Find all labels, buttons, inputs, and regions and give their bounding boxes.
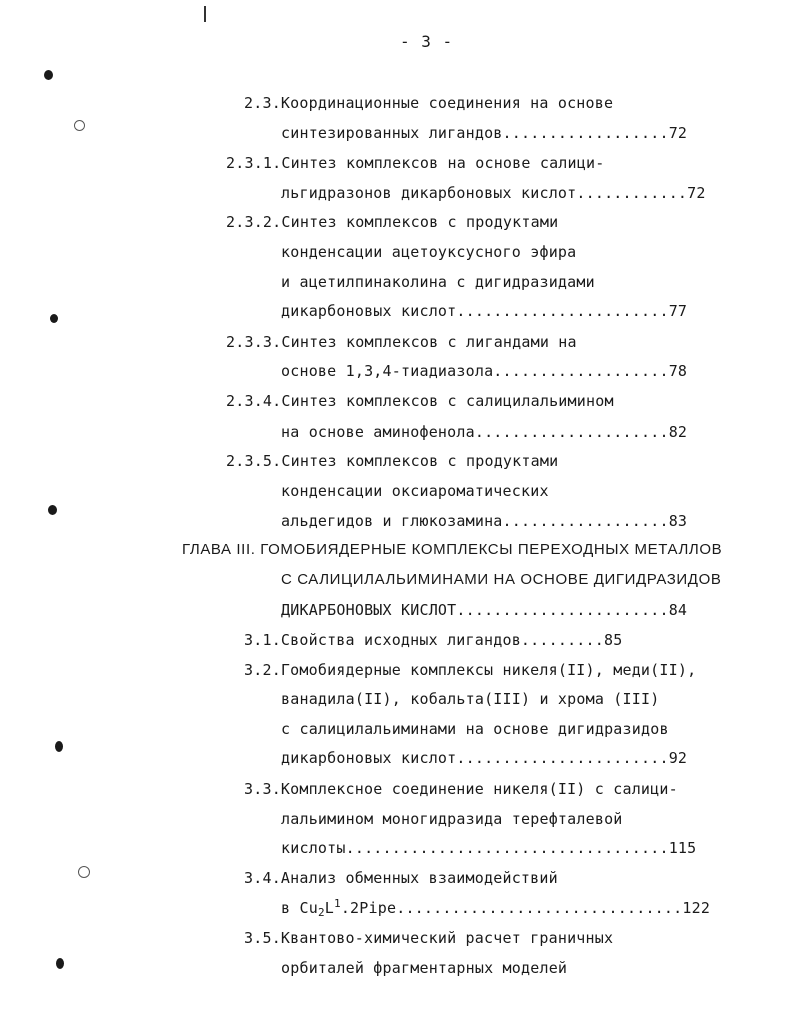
toc-3-2-line3: с салицилальиминами на основе дигидразидов — [281, 720, 669, 738]
binder-hole-mark — [56, 958, 64, 969]
toc-2-3-line1: 2.3.Координационные соединения на основе — [244, 94, 614, 112]
toc-2-3-5-line3: альдегидов и глюкозамина..................83 — [281, 512, 688, 530]
toc-3-4-line1: 3.4.Анализ обменных взаимодействий — [244, 869, 558, 887]
toc-2-3-3-line2: основе 1,3,4-тиадиазола...................78 — [281, 362, 688, 380]
toc-2-3-line2: синтезированных лигандов..................72 — [281, 124, 688, 142]
formula-suffix: .2Pipe...............................122 — [340, 899, 711, 917]
toc-3-3-line3: кислоты...................................115 — [281, 839, 697, 857]
toc-3-1-line1: 3.1.Свойства исходных лигандов.........85 — [244, 631, 623, 649]
toc-2-3-4-line1: 2.3.4.Синтез комплексов с салицилальимином — [226, 392, 614, 410]
toc-2-3-5-line2: конденсации оксиароматических — [281, 482, 549, 500]
toc-3-5-line2: орбиталей фрагментарных моделей — [281, 959, 568, 977]
binder-hole-ring — [74, 120, 85, 131]
scan-mark — [204, 6, 206, 22]
toc-2-3-2-line4: дикарбоновых кислот.......................77 — [281, 302, 688, 320]
toc-3-2-line1: 3.2.Гомобиядерные комплексы никеля(II), меди(II), — [244, 661, 697, 679]
toc-2-3-2-line3: и ацетилпинаколина с дигидразидами — [281, 273, 595, 291]
toc-chapter3-line3: ДИКАРБОНОВЫХ КИСЛОТ.......................84 — [281, 601, 688, 619]
formula-subscript: 2 — [317, 906, 325, 919]
page-number: - 3 - — [400, 32, 454, 51]
formula-ligand: L — [324, 899, 334, 917]
toc-3-2-line2: ванадила(II), кобальта(III) и хрома (III) — [281, 690, 660, 708]
toc-3-3-line1: 3.3.Комплексное соединение никеля(II) с салици- — [244, 780, 678, 798]
toc-2-3-2-line2: конденсации ацетоуксусного эфира — [281, 243, 577, 261]
toc-2-3-4-line2: на основе аминофенола.....................82 — [281, 423, 688, 441]
toc-chapter3-line1: ГЛАВА III. ГОМОБИЯДЕРНЫЕ КОМПЛЕКСЫ ПЕРЕХОДНЫХ МЕТАЛЛОВ — [182, 541, 723, 558]
toc-2-3-3-line1: 2.3.3.Синтез комплексов с лигандами на — [226, 333, 577, 351]
formula-superscript: 1 — [334, 897, 341, 910]
toc-2-3-1-line1: 2.3.1.Синтез комплексов на основе салици- — [226, 154, 605, 172]
binder-hole-mark — [55, 741, 63, 752]
toc-2-3-5-line1: 2.3.5.Синтез комплексов с продуктами — [226, 452, 559, 470]
toc-3-2-line4: дикарбоновых кислот.......................92 — [281, 749, 688, 767]
toc-chapter3-line2: С САЛИЦИЛАЛЬИМИНАМИ НА ОСНОВЕ ДИГИДРАЗИДОВ — [281, 571, 722, 588]
binder-hole-mark — [48, 505, 57, 515]
toc-3-3-line2: лальимином моногидразида терефталевой — [281, 810, 623, 828]
binder-hole-mark — [50, 314, 58, 323]
toc-3-4-line2 — [281, 899, 710, 917]
binder-hole-ring — [78, 866, 90, 878]
toc-3-5-line1: 3.5.Квантово-химический расчет граничных — [244, 929, 614, 947]
formula-prefix: в Cu — [281, 899, 318, 917]
binder-hole-mark — [44, 70, 53, 80]
toc-2-3-1-line2: льгидразонов дикарбоновых кислот............72 — [281, 184, 706, 202]
toc-2-3-2-line1: 2.3.2.Синтез комплексов с продуктами — [226, 213, 559, 231]
